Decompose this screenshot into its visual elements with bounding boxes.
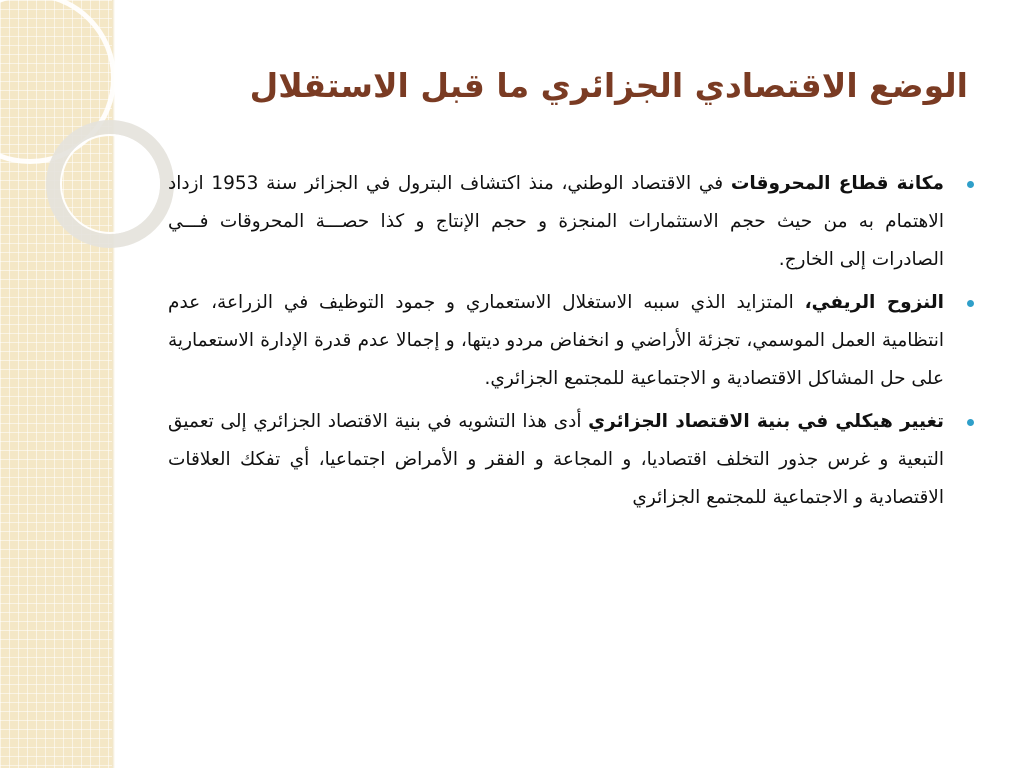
bullet-text: في الاقتصاد الوطني، منذ اكتشاف البترول في الجزائر سنة 1953 ازداد الاهتمام به من حيث حجم الاستثمارات المنجزة و حجم الإنتاج و كذا حصـــة المحروقات فـــي الصادرات إلى الخارج. (168, 173, 944, 270)
decorative-ring (60, 134, 160, 234)
side-panel-edge (112, 0, 115, 768)
bullet-dot-icon (967, 419, 974, 426)
bullet-dot-icon (967, 181, 974, 188)
bullet-item (168, 403, 974, 517)
bullet-list (168, 165, 974, 522)
bullet-heading: النزوح الريفي، (804, 292, 944, 313)
bullet-heading: تغيير هيكلي في بنية الاقتصاد الجزائري (588, 411, 944, 432)
slide-title: الوضع الاقتصادي الجزائري ما قبل الاستقلال (249, 66, 968, 105)
bullet-heading: مكانة قطاع المحروقات (730, 173, 945, 194)
bullet-text: المتزايد الذي سببه الاستغلال الاستعماري و جمود التوظيف في الزراعة، عدم انتظامية العمل الموسمي، تجزئة الأراضي و انخفاض مردو ديتها، و إجمالا عدم قدرة الإدارة الاستعمارية على حل المشاكل الاقتصادية و الاجتماعية للمجتمع الجزائري. (168, 292, 944, 389)
bullet-dot-icon (967, 300, 974, 307)
bullet-text: أدى هذا التشويه في بنية الاقتصاد الجزائري إلى تعميق التبعية و غرس جذور التخلف اقتصاديا، و المجاعة و الفقر و الأمراض اجتماعيا، أي تفكك العلاقات الاقتصادية و الاجتماعية للمجتمع الجزائري (168, 411, 944, 508)
bullet-item (168, 165, 974, 279)
bullet-item (168, 284, 974, 398)
